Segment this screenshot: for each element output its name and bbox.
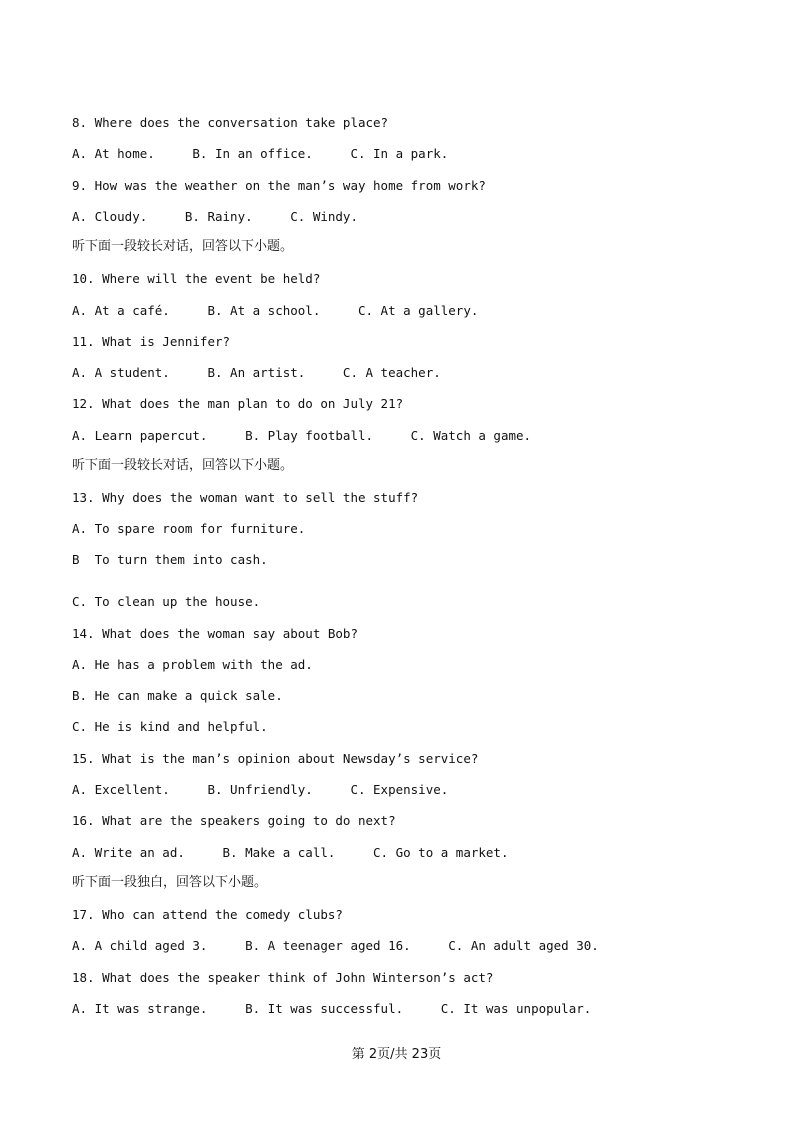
question-18: 18. What does the speaker think of John Winterson’s act? xyxy=(72,970,494,985)
option-13a: A. To spare room for furniture. xyxy=(72,521,306,536)
option-14c: C. He is kind and helpful. xyxy=(72,719,268,734)
options-11: A. A student. B. An artist. C. A teacher. xyxy=(72,365,441,380)
section-instruction: 听下面一段较长对话，回答以下小题。 xyxy=(72,458,294,473)
question-11: 11. What is Jennifer? xyxy=(72,334,231,349)
page-footer: 第 2页/共 23页 xyxy=(351,1047,442,1062)
options-12: A. Learn papercut. B. Play football. C. Watch a game. xyxy=(72,428,532,443)
option-13c: C. To clean up the house. xyxy=(72,594,261,609)
section-instruction: 听下面一段较长对话，回答以下小题。 xyxy=(72,239,294,254)
question-17: 17. Who can attend the comedy clubs? xyxy=(72,907,343,922)
options-15: A. Excellent. B. Unfriendly. C. Expensive. xyxy=(72,782,449,797)
question-16: 16. What are the speakers going to do next? xyxy=(72,813,396,828)
question-9: 9. How was the weather on the man’s way home from work? xyxy=(72,178,486,193)
question-13: 13. Why does the woman want to sell the stuff? xyxy=(72,490,419,505)
options-8: A. At home. B. In an office. C. In a park. xyxy=(72,146,449,161)
question-15: 15. What is the man’s opinion about Newsday’s service? xyxy=(72,751,479,766)
option-13b: B To turn them into cash. xyxy=(72,552,268,567)
options-17: A. A child aged 3. B. A teenager aged 16. C. An adult aged 30. xyxy=(72,938,599,953)
options-9: A. Cloudy. B. Rainy. C. Windy. xyxy=(72,209,358,224)
question-10: 10. Where will the event be held? xyxy=(72,271,321,286)
options-10: A. At a café. B. At a school. C. At a gallery. xyxy=(72,303,479,318)
option-14b: B. He can make a quick sale. xyxy=(72,688,283,703)
question-14: 14. What does the woman say about Bob? xyxy=(72,626,358,641)
question-12: 12. What does the man plan to do on July 21? xyxy=(72,396,404,411)
question-8: 8. Where does the conversation take place? xyxy=(72,115,389,130)
section-instruction: 听下面一段独白，回答以下小题。 xyxy=(72,875,268,890)
options-16: A. Write an ad. B. Make a call. C. Go to a market. xyxy=(72,845,509,860)
options-18: A. It was strange. B. It was successful. C. It was unpopular. xyxy=(72,1001,592,1016)
option-14a: A. He has a problem with the ad. xyxy=(72,657,313,672)
